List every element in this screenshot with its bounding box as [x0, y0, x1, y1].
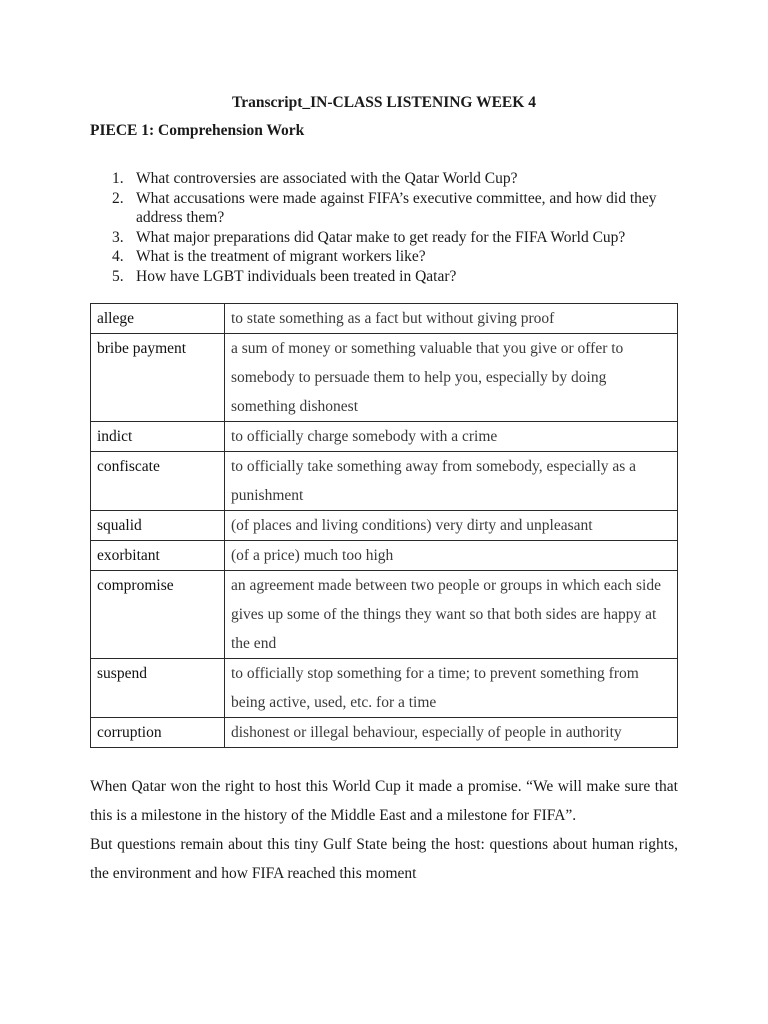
body-text [90, 772, 678, 888]
question-number: 2. [112, 189, 124, 207]
vocab-definition: (of a price) much too high [225, 541, 678, 571]
document-title: Transcript_IN-CLASS LISTENING WEEK 4 [232, 94, 536, 111]
section-heading: PIECE 1: Comprehension Work [90, 122, 305, 139]
question-text: What controversies are associated with the Qatar World Cup? [136, 170, 518, 187]
vocab-definition: to officially stop something for a time; to prevent something from being active, used, etc. for a time [225, 659, 678, 718]
question-text: What is the treatment of migrant workers like? [136, 248, 426, 265]
vocab-definition: to state something as a fact but without giving proof [225, 304, 678, 334]
question-number: 5. [112, 267, 124, 285]
vocab-definition: to officially charge somebody with a crime [225, 422, 678, 452]
vocab-definition: an agreement made between two people or groups in which each side gives up some of the things they want so that both sides are happy at the end [225, 571, 678, 659]
question-item [90, 267, 680, 287]
vocab-term: exorbitant [91, 541, 225, 571]
table-row [91, 571, 678, 659]
table-row [91, 511, 678, 541]
vocab-term: bribe payment [91, 334, 225, 422]
vocab-definition: dishonest or illegal behaviour, especially of people in authority [225, 718, 678, 748]
question-text: What accusations were made against FIFA’s executive committee, and how did they address them? [136, 189, 657, 226]
vocab-term: compromise [91, 571, 225, 659]
question-item [90, 247, 680, 267]
question-item [90, 169, 680, 189]
paragraph: But questions remain about this tiny Gulf State being the host: questions about human rights, the environment and how FIFA reached this moment [90, 836, 678, 882]
table-row [91, 541, 678, 571]
vocab-term: allege [91, 304, 225, 334]
table-row [91, 304, 678, 334]
table-row [91, 452, 678, 511]
question-item [90, 189, 680, 228]
table-row [91, 718, 678, 748]
vocab-definition: (of places and living conditions) very dirty and unpleasant [225, 511, 678, 541]
vocab-term: corruption [91, 718, 225, 748]
table-row [91, 422, 678, 452]
question-number: 4. [112, 248, 124, 265]
question-item [90, 228, 680, 248]
question-number: 3. [112, 228, 124, 246]
question-list [90, 169, 680, 286]
question-number: 1. [112, 170, 124, 187]
vocab-term: squalid [91, 511, 225, 541]
question-text: What major preparations did Qatar make to get ready for the FIFA World Cup? [136, 228, 626, 246]
vocabulary-table [90, 303, 678, 748]
table-row [91, 659, 678, 718]
table-row [91, 334, 678, 422]
paragraph: When Qatar won the right to host this World Cup it made a promise. “We will make sure that this is a milestone in the history of the Middle East and a milestone for FIFA”. [90, 778, 678, 824]
vocab-term: indict [91, 422, 225, 452]
vocab-definition: a sum of money or something valuable that you give or offer to somebody to persuade them to help you, especially by doing something dishonest [225, 334, 678, 422]
question-text: How have LGBT individuals been treated in Qatar? [136, 267, 457, 285]
vocab-term: confiscate [91, 452, 225, 511]
vocab-definition: to officially take something away from somebody, especially as a punishment [225, 452, 678, 511]
vocab-term: suspend [91, 659, 225, 718]
